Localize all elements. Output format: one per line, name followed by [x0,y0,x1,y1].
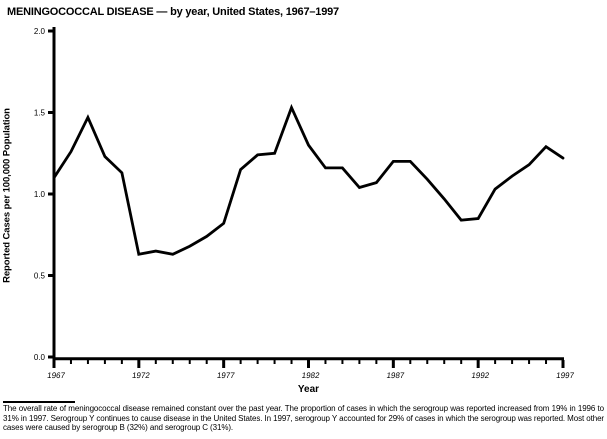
svg-text:1997: 1997 [555,371,575,380]
svg-text:1987: 1987 [385,371,405,380]
svg-text:0.0: 0.0 [33,353,45,362]
svg-text:2.0: 2.0 [33,27,45,36]
svg-text:1982: 1982 [301,371,321,380]
footnote-text: The overall rate of meningococcal disease remained constant over the past year. The proportion of cases in which the serogroup was reported increased from 19% in 1996 to 31% in 1997. Serogroup Y continues to cause disease in the United States. In 1997, serogroup Y accounted for 29% of cases in which the serogroup was reported. Most other cases were caused by serogroup B (32%) and serogroup C (31%). [3,404,604,433]
svg-text:1967: 1967 [46,371,66,380]
chart-title: MENINGOCOCCAL DISEASE — by year, United States, 1967–1997 [7,6,339,18]
svg-text:1992: 1992 [470,371,490,380]
footnote-divider [3,401,75,403]
svg-text:1972: 1972 [131,371,151,380]
y-axis-title: Reported Cases per 100,000 Population [1,108,13,283]
svg-text:1.0: 1.0 [33,190,45,199]
x-axis-title: Year [297,384,320,395]
svg-text:0.5: 0.5 [33,271,45,281]
svg-text:1.5: 1.5 [33,108,45,118]
svg-text:1977: 1977 [216,371,236,380]
